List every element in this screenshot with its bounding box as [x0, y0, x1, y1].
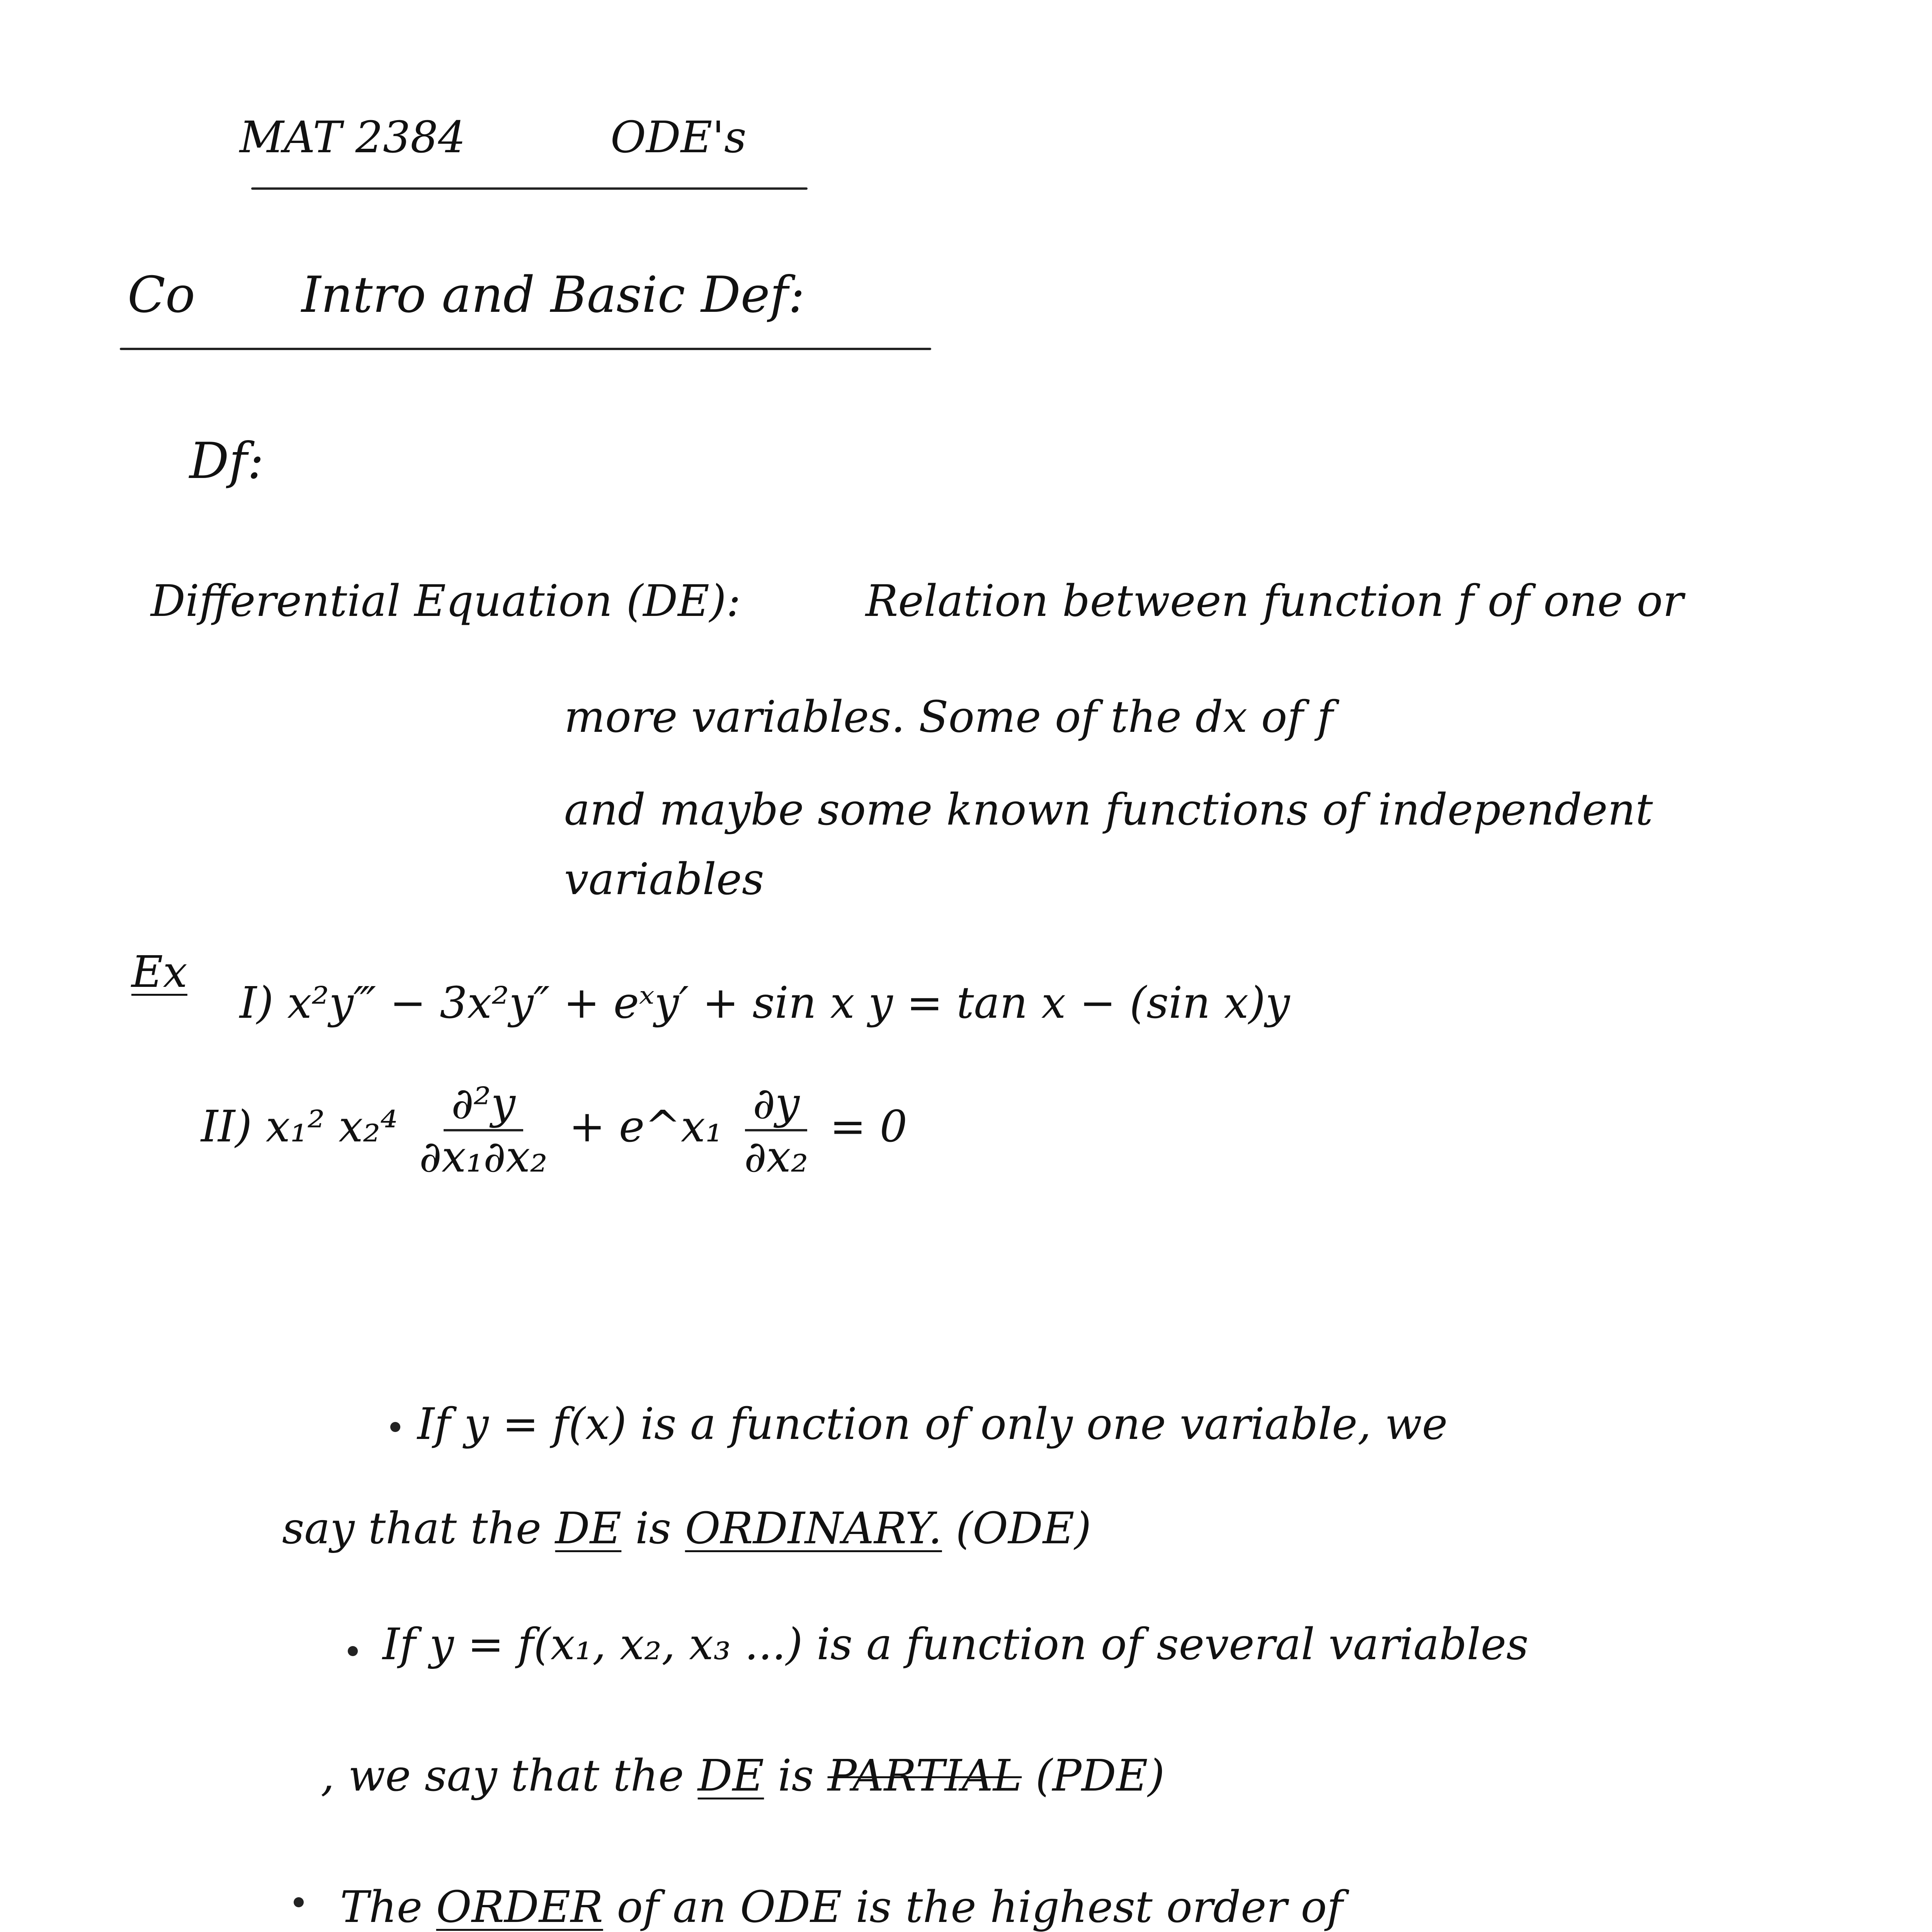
example-1-equation-1: I) x²y‴ − 3x²y″ + eˣy′ + sin x y = tan x − (sin x)y	[240, 978, 1290, 1028]
section-marker: Co	[128, 266, 195, 324]
example-1-label: Ex	[131, 947, 187, 997]
bullet-1-line-1: If y = f(x) is a function of only one variable, we	[417, 1399, 1448, 1449]
bullet-2-text-b: is	[777, 1751, 814, 1801]
bullet-1-line-2	[282, 1503, 1092, 1554]
definition-line-2: more variables. Some of the dx of f	[564, 692, 1333, 742]
bullet-2-partial: PARTIAL	[827, 1751, 1022, 1801]
definition-line-4: variables	[564, 854, 764, 905]
eq2-coefficient: II) x₁² x₂⁴	[201, 1102, 398, 1152]
course-code: MAT 2384	[240, 112, 466, 163]
eq2-fraction-1-denominator: ∂x₁∂x₂	[419, 1132, 548, 1182]
bullet-3-text-b: of an ODE is the highest order of	[617, 1882, 1343, 1932]
bullet-1-dot	[390, 1422, 400, 1432]
bullet-1-ode: (ODE)	[956, 1503, 1092, 1554]
definition-line-1: Relation between function f of one or	[866, 576, 1684, 626]
eq2-fraction-2-denominator: ∂x₂	[744, 1132, 808, 1182]
bullet-2-de: DE	[697, 1751, 764, 1801]
bullet-3-line-1	[340, 1882, 1343, 1932]
bullet-1-de: DE	[555, 1503, 622, 1554]
bullet-1-ordinary: ORDINARY.	[685, 1503, 942, 1554]
bullet-3-text-a: The	[340, 1882, 423, 1932]
bullet-2-line-2	[321, 1751, 1165, 1801]
bullet-1-text-b: is	[635, 1503, 672, 1554]
bullet-2-line-1: If y = f(x₁, x₂, x₃ ...) is a function of several variables	[383, 1619, 1529, 1670]
eq2-fraction-1	[412, 1078, 555, 1182]
bullet-1-text-a: say that the	[282, 1503, 542, 1554]
header-underline	[251, 187, 808, 190]
bullet-3-dot	[294, 1897, 304, 1907]
bullet-2-dot	[348, 1646, 358, 1656]
eq2-fraction-2	[736, 1078, 816, 1182]
course-topic: ODE's	[611, 112, 747, 163]
eq2-exp-term: + e^x₁	[569, 1102, 723, 1152]
bullet-3-order: ORDER	[436, 1882, 603, 1932]
eq2-fraction-1-numerator: ∂²y	[444, 1082, 523, 1131]
eq2-rhs: = 0	[830, 1102, 908, 1152]
eq2-fraction-2-numerator: ∂y	[745, 1082, 807, 1131]
bullet-2-pde: (PDE)	[1035, 1751, 1165, 1801]
section-underline	[120, 348, 931, 350]
definition-line-3: and maybe some known functions of independent	[564, 785, 1653, 835]
definition-label: Df:	[189, 432, 264, 490]
example-1-equation-2	[201, 1078, 908, 1182]
definition-term: Differential Equation (DE):	[151, 576, 741, 626]
bullet-2-text-a: , we say that the	[321, 1751, 684, 1801]
section-title: Intro and Basic Def:	[301, 266, 805, 324]
